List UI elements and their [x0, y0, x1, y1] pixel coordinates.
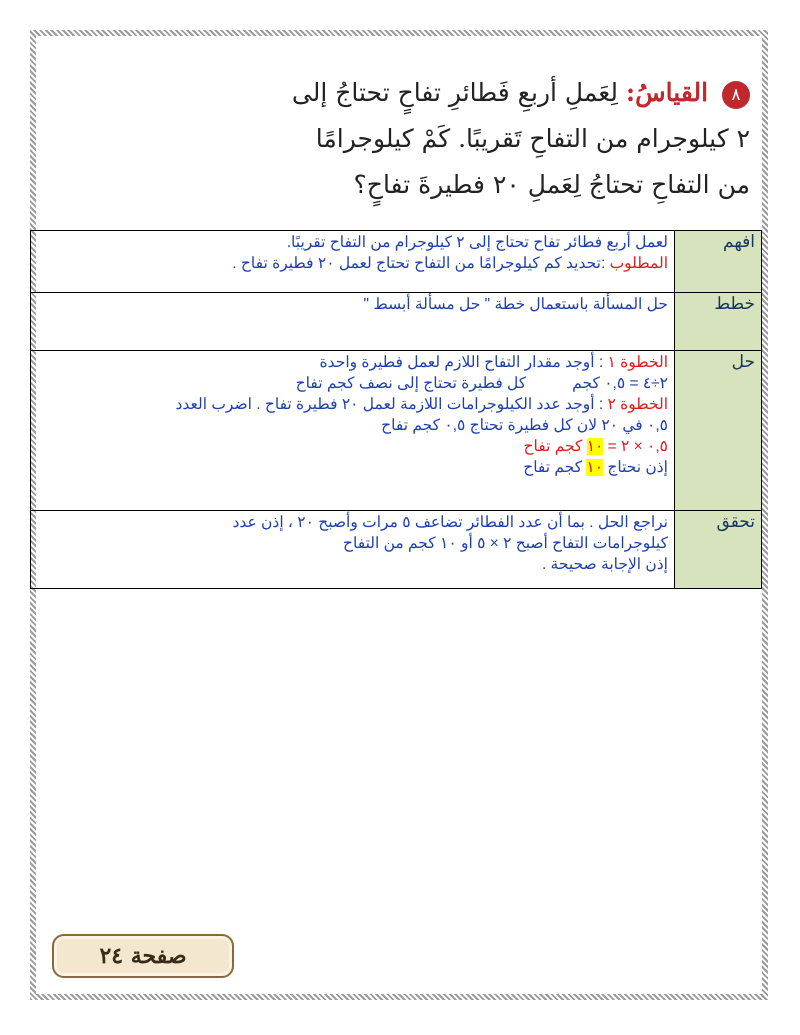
- content-solve: [31, 351, 675, 511]
- step-2-text: : أوجد عدد الكيلوجرامات اللازمة لعمل ٢٠ فطيرة تفاح . اضرب العدد: [175, 396, 608, 413]
- content-understand: [31, 231, 675, 293]
- row-solve: [31, 351, 762, 511]
- conclusion-line: [37, 457, 668, 478]
- check-line-3: إذن الإجابة صحيحة .: [541, 556, 668, 573]
- step-1-line: [37, 352, 668, 373]
- content-plan: [31, 293, 675, 351]
- row-plan: [31, 293, 762, 351]
- calc-1-line: [37, 373, 668, 394]
- page-number-box: [52, 934, 234, 978]
- step-2-line: [37, 394, 668, 415]
- conclusion-unit: كجم تفاح: [523, 459, 587, 476]
- label-solve: حل: [675, 351, 762, 511]
- check-line-1: نراجع الحل . بما أن عدد الفطائر تضاعف ٥ مرات وأصبح ٢٠ ، إذن عدد: [232, 514, 668, 531]
- problem-line-3: من التفاحِ تحتاجُ لِعَملِ ٢٠ فطيرةَ تفاحٍ؟: [353, 170, 750, 199]
- check-line-2: كيلوجرامات التفاح أصبح ٢ × ٥ أو ١٠ كجم من التفاح: [343, 535, 668, 552]
- conclusion-value: ١٠: [586, 459, 604, 476]
- problem-line-1: [110, 70, 750, 116]
- calc-2-result: ١٠: [586, 438, 604, 455]
- content-check: [31, 511, 675, 589]
- problem-number-badge: ٨: [722, 81, 750, 109]
- step-1-label: الخطوة ١: [607, 354, 668, 371]
- required-label: المطلوب: [609, 255, 668, 272]
- step-2-label: الخطوة ٢: [607, 396, 668, 413]
- required-text: :تحديد كم كيلوجرامًا من التفاح تحتاج لعمل ٢٠ فطيرة تفاح .: [232, 255, 610, 272]
- problem-statement: [110, 70, 750, 208]
- calc-1: ٢÷٤ = ٠,٥ كجم: [572, 375, 668, 392]
- solution-table: [30, 230, 762, 589]
- label-plan: خطط: [675, 293, 762, 351]
- plan-line-1: حل المسألة باستعمال خطة " حل مسألة أبسط ": [363, 296, 668, 313]
- step-2-continued: ٠,٥ في ٢٠ لان كل فطيرة تحتاج ٠,٥ كجم تفاح: [381, 417, 668, 434]
- row-check: [31, 511, 762, 589]
- problem-label: القياسُ:: [625, 78, 709, 107]
- conclusion-pre: إذن نحتاج: [603, 459, 668, 476]
- step-1-text: : أوجد مقدار التفاح اللازم لعمل فطيرة واحدة: [319, 354, 608, 371]
- understand-line-1: لعمل أربع فطائر تفاح تحتاج إلى ٢ كيلوجرام من التفاح تقريبًا.: [286, 234, 668, 251]
- row-understand: [31, 231, 762, 293]
- problem-text-1: لِعَملِ أربعِ فَطائرِ تفاحٍ تحتاجُ إلى: [291, 78, 618, 107]
- label-check: تحقق: [675, 511, 762, 589]
- calc-2-pre: ٠,٥ × ٢ =: [603, 438, 668, 455]
- problem-line-2: ٢ كيلوجرام من التفاحِ تَقريبًا. كَمْ كيلوجرامًا: [315, 124, 750, 153]
- page-number-label: صفحة ٢٤: [99, 943, 187, 969]
- calc-2-line: [37, 436, 668, 457]
- label-understand: افهم: [675, 231, 762, 293]
- understand-line-2: [37, 253, 668, 274]
- calc-1-note: كل فطيرة تحتاج إلى نصف كجم تفاح: [295, 375, 527, 392]
- calc-2-unit: كجم تفاح: [523, 438, 587, 455]
